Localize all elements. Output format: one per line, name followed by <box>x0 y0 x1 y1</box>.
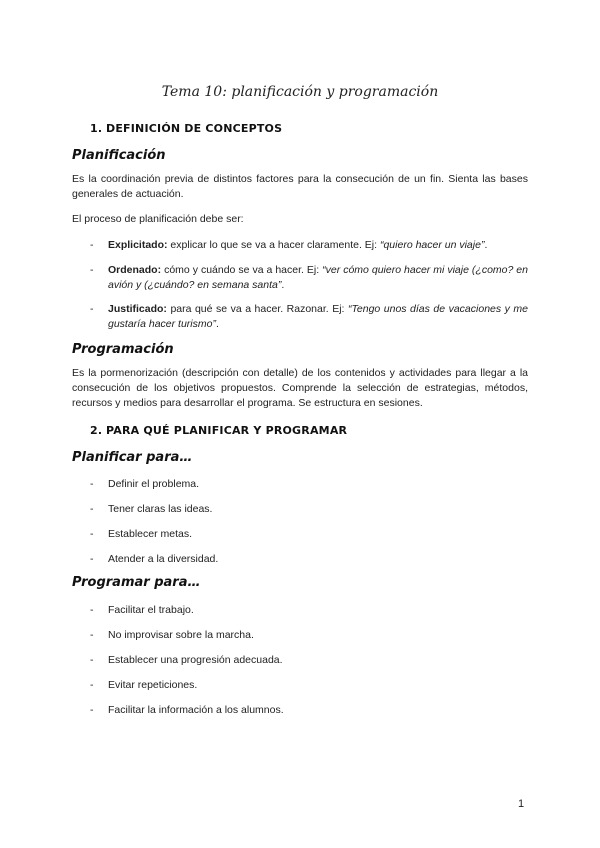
item-text: Tener claras las ideas. <box>108 503 213 515</box>
subheading-programar-para: Programar para… <box>72 575 201 590</box>
list-item <box>90 238 528 253</box>
item-text: Atender a la diversidad. <box>108 553 219 565</box>
list-item <box>90 603 528 618</box>
section-heading-2 <box>90 424 347 437</box>
item-end: . <box>281 279 285 291</box>
list-item <box>90 653 528 668</box>
term: Justificado: <box>108 303 167 315</box>
item-text: Establecer una progresión adecuada. <box>108 654 283 666</box>
list-item <box>90 263 528 293</box>
paragraph-planificacion-intro: El proceso de planificación debe ser: <box>72 213 244 225</box>
list-item <box>90 628 528 643</box>
bullet-marker: - <box>90 553 94 565</box>
subheading-programacion: Programación <box>72 342 174 357</box>
list-item <box>90 527 528 542</box>
item-text: Facilitar el trabajo. <box>108 604 194 616</box>
list-item <box>90 703 528 718</box>
term: Explicitado: <box>108 239 168 251</box>
section-heading-1 <box>90 122 282 135</box>
section-number: 2. <box>90 424 103 437</box>
bullet-marker: - <box>90 629 94 641</box>
list-item <box>90 552 528 567</box>
section-title: PARA QUÉ PLANIFICAR Y PROGRAMAR <box>106 424 348 437</box>
item-text: explicar lo que se va a hacer claramente. Ej: <box>167 239 380 251</box>
bullet-marker: - <box>90 503 94 515</box>
item-example: “Tengo unos días de vacaciones y me gustaría hacer turismo” <box>108 303 528 330</box>
item-text: para qué se va a hacer. Razonar. Ej: <box>166 303 348 315</box>
section-number: 1. <box>90 122 103 135</box>
term: Ordenado: <box>108 264 162 276</box>
item-example: “quiero hacer un viaje” <box>379 239 485 251</box>
item-text: Facilitar la información a los alumnos. <box>108 704 284 716</box>
item-end: . <box>484 239 488 251</box>
item-end: . <box>215 318 219 330</box>
paragraph-planificacion-definition: Es la coordinación previa de distintos factores para la consecución de un fin. Sienta las bases generales de actuación. <box>72 173 528 200</box>
subheading-planificacion: Planificación <box>72 148 166 163</box>
bullet-marker: - <box>90 303 94 315</box>
paragraph-programacion-definition: Es la pormenorización (descripción con detalle) de los contenidos y actividades para llegar a la consecución de los objetivos propuestos. Comprende la selección de estrategias, métodos, recursos y medios para desarrollar el programa. Se estructura en sesiones. <box>72 367 528 409</box>
bullet-marker: - <box>90 604 94 616</box>
bullet-marker: - <box>90 264 94 276</box>
page-number: 1 <box>518 798 525 810</box>
item-example: “ver cómo quiero hacer mi viaje (¿como? en avión y (¿cuándo? en semana santa” <box>108 264 528 291</box>
subheading-planificar-para: Planificar para… <box>72 450 193 465</box>
list-item <box>90 302 528 332</box>
item-text: Establecer metas. <box>108 528 193 540</box>
item-text: No improvisar sobre la marcha. <box>108 629 254 641</box>
item-text: Definir el problema. <box>108 478 200 490</box>
bullet-marker: - <box>90 654 94 666</box>
item-text: Evitar repeticiones. <box>108 679 198 691</box>
bullet-marker: - <box>90 528 94 540</box>
list-item <box>90 502 528 517</box>
bullet-marker: - <box>90 478 94 490</box>
bullet-marker: - <box>90 239 94 251</box>
list-item <box>90 678 528 693</box>
bullet-marker: - <box>90 704 94 716</box>
section-title: DEFINICIÓN DE CONCEPTOS <box>106 122 283 135</box>
document-title: Tema 10: planificación y programación <box>161 84 439 100</box>
item-text: cómo y cuándo se va a hacer. Ej: <box>161 264 323 276</box>
list-item <box>90 477 528 492</box>
bullet-marker: - <box>90 679 94 691</box>
